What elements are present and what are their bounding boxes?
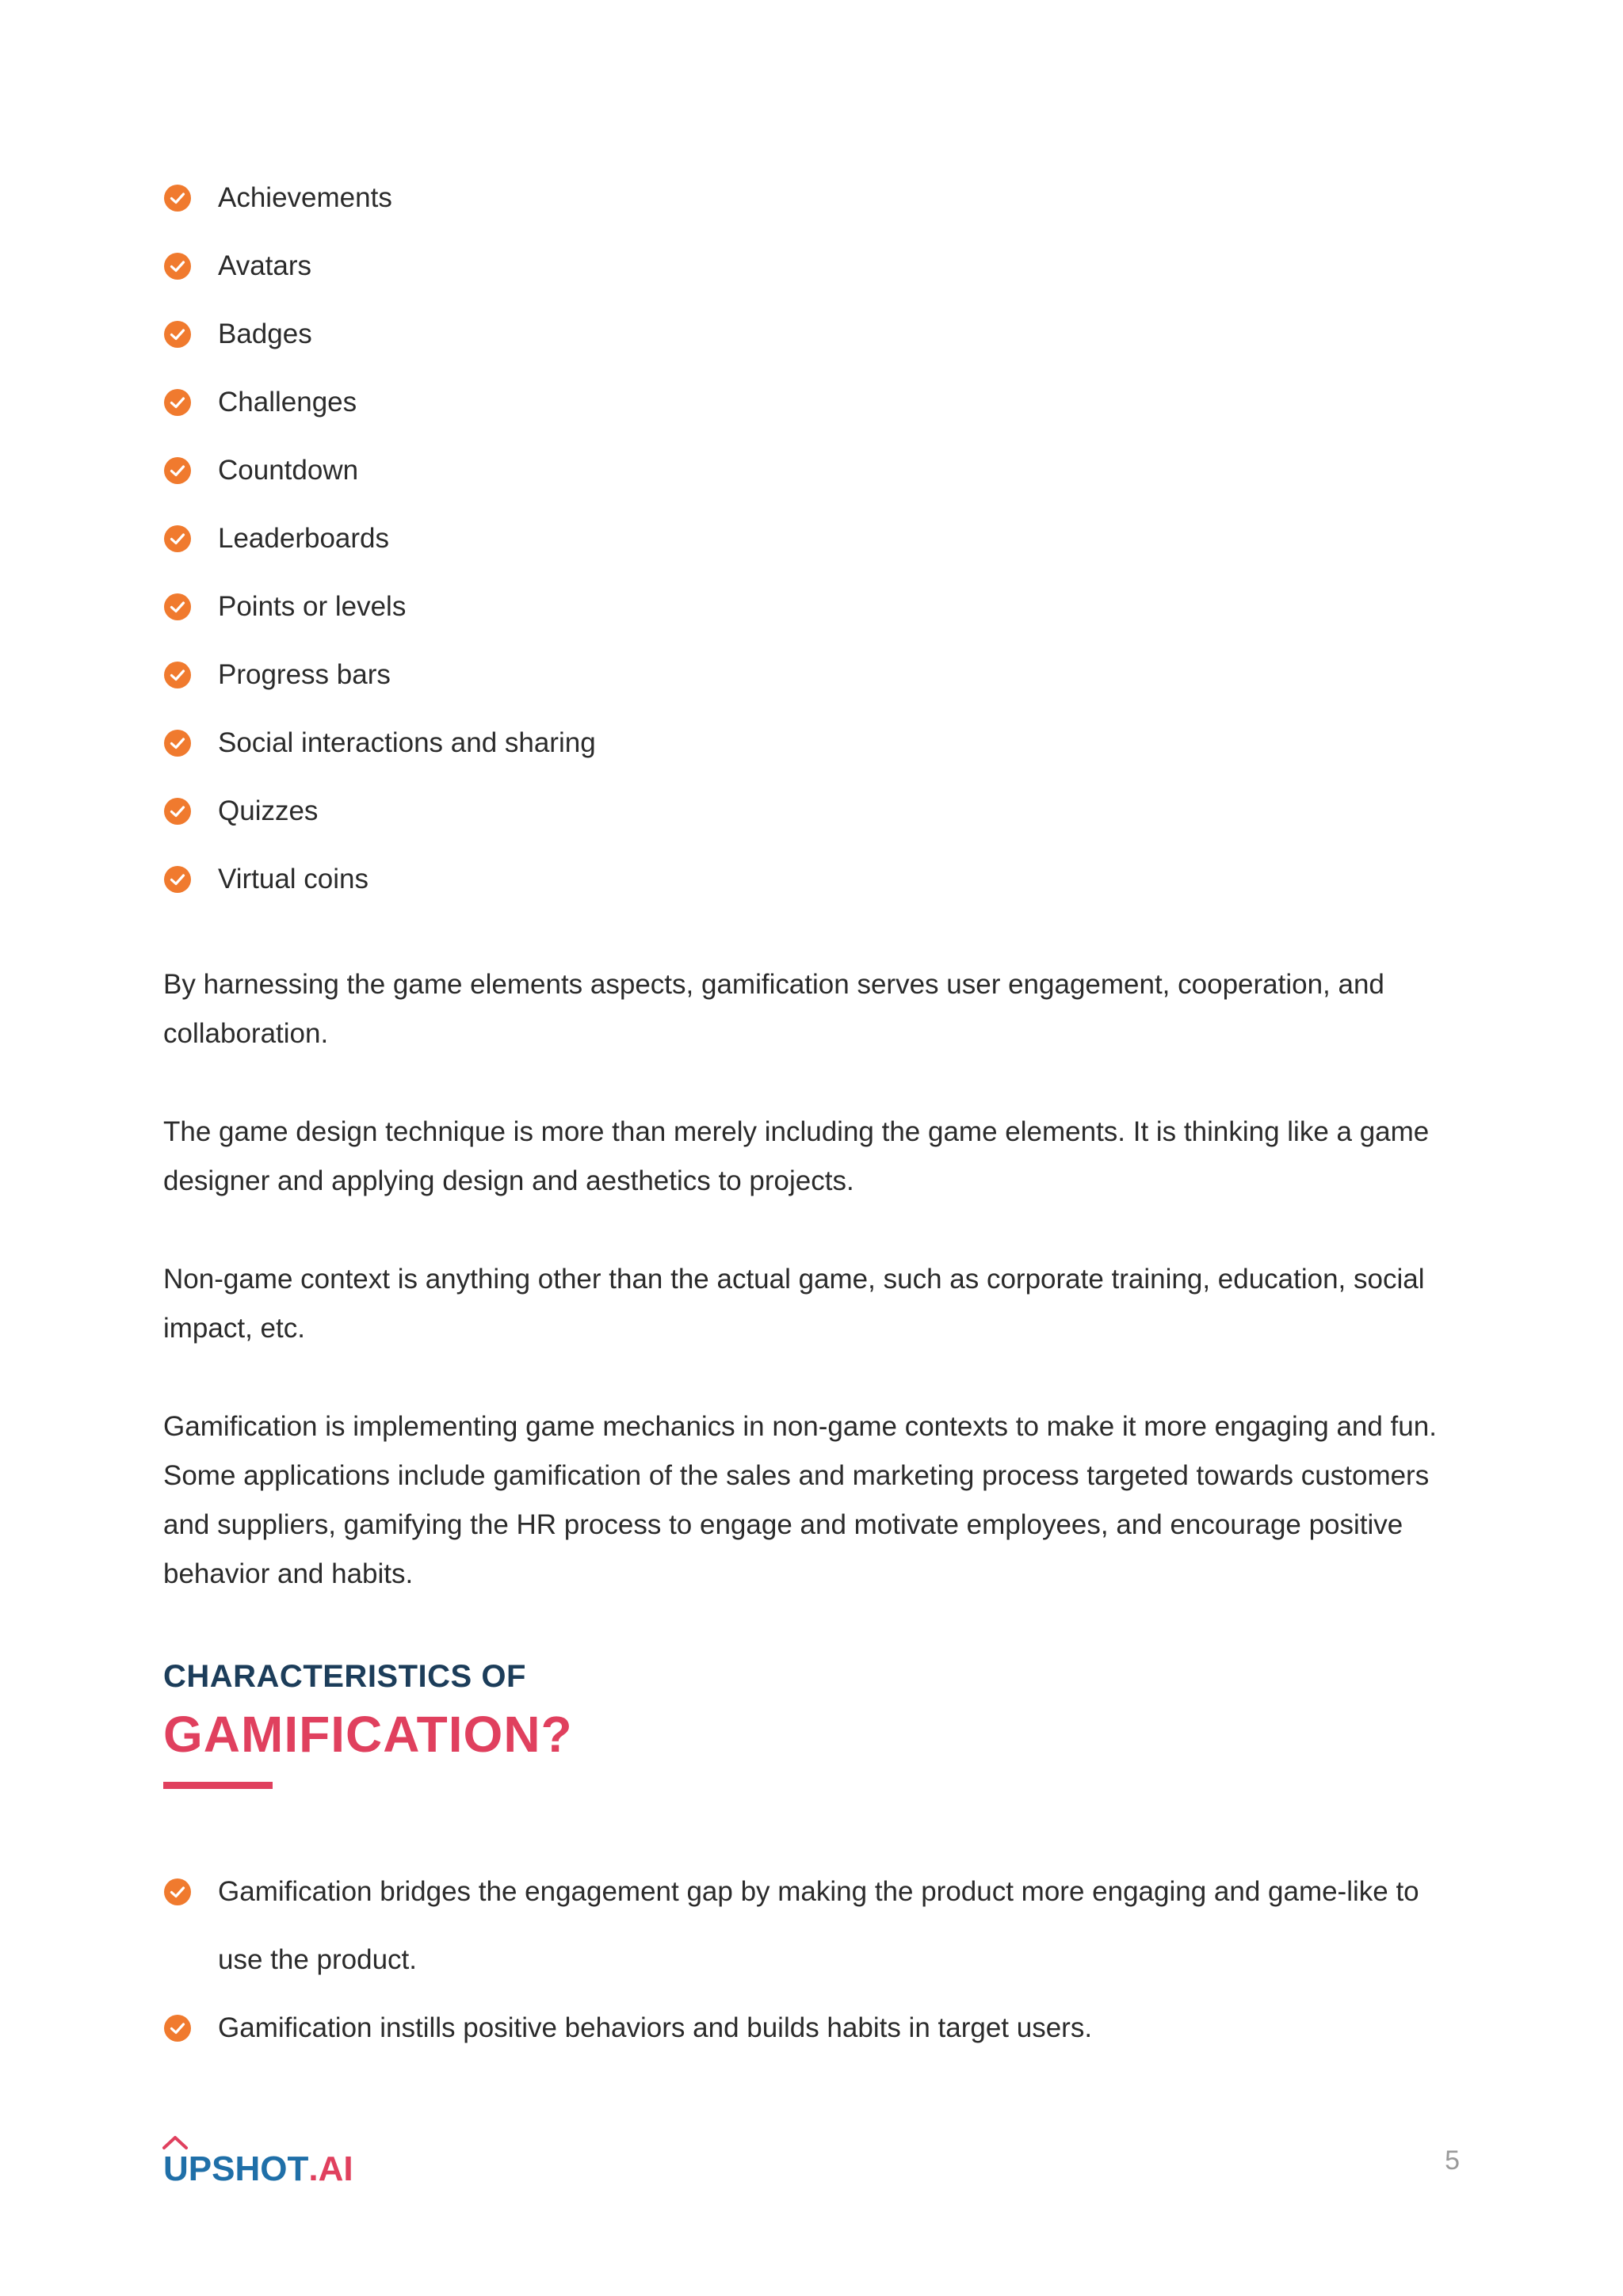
list-item — [163, 180, 596, 215]
check-circle-icon — [163, 2014, 192, 2042]
paragraph-non-game-context: Non-game context is anything other than the actual game, such as corporate training, education, social impact, etc. — [163, 1264, 1425, 1344]
check-circle-icon — [163, 1878, 192, 1906]
list-item-text: Gamification instills positive behaviors and builds habits in target users. — [218, 2012, 1093, 2043]
list-item — [163, 521, 596, 556]
list-item-text: Gamification bridges the engagement gap by making the product more engaging and game-like to use the product. — [218, 1876, 1419, 1975]
check-circle-icon — [163, 456, 192, 485]
list-item-text: Avatars — [218, 250, 312, 281]
logo-text-ai: .AI — [308, 2149, 353, 2188]
check-circle-icon — [163, 865, 192, 894]
list-item-text: Quizzes — [218, 795, 319, 826]
list-item — [163, 384, 596, 420]
upshot-logo — [163, 2141, 353, 2188]
list-item-text: Social interactions and sharing — [218, 727, 596, 758]
check-circle-icon — [163, 661, 192, 689]
check-circle-icon — [163, 184, 192, 212]
game-elements-list — [163, 180, 596, 929]
check-circle-icon — [163, 729, 192, 757]
check-circle-icon — [163, 593, 192, 621]
list-item — [163, 1994, 1463, 2062]
list-item-text: Leaderboards — [218, 523, 389, 554]
list-item — [163, 316, 596, 352]
logo-text-upshot: UPSHOT — [163, 2149, 309, 2188]
list-item — [163, 657, 596, 692]
list-item — [163, 1858, 1463, 1994]
house-roof-icon — [162, 2134, 189, 2150]
paragraph-game-design: The game design technique is more than merely including the game elements. It is thinking like a game designer and applying design and aesthetics to projects. — [163, 1116, 1430, 1196]
list-item-text: Achievements — [218, 182, 392, 213]
list-item — [163, 452, 596, 488]
check-circle-icon — [163, 320, 192, 349]
page-number: 5 — [1445, 2145, 1460, 2176]
list-item — [163, 725, 596, 761]
list-item — [163, 793, 596, 829]
list-item — [163, 248, 596, 284]
list-item-text: Challenges — [218, 387, 357, 418]
paragraph-game-elements: By harnessing the game elements aspects, gamification serves user engagement, cooperation, and collaboration. — [163, 969, 1384, 1049]
section-heading-title: GAMIFICATION? — [163, 1706, 573, 1763]
list-item-text: Badges — [218, 318, 312, 349]
list-item — [163, 861, 596, 897]
list-item — [163, 589, 596, 624]
check-circle-icon — [163, 252, 192, 280]
list-item-text: Countdown — [218, 455, 359, 486]
list-item-text: Progress bars — [218, 659, 391, 690]
list-item-text: Points or levels — [218, 591, 407, 622]
check-circle-icon — [163, 524, 192, 553]
characteristics-list — [163, 1858, 1463, 2062]
check-circle-icon — [163, 797, 192, 826]
section-heading-subtitle: CHARACTERISTICS OF — [163, 1659, 526, 1694]
paragraph-gamification-definition: Gamification is implementing game mechanics in non-game contexts to make it more engaging and fun. Some applications include gamification of the sales and marketing process targeted towards customers and suppliers, gamifying the HR process to engage and motivate employees, and encourage positive behavior and habits. — [163, 1411, 1437, 1589]
check-circle-icon — [163, 388, 192, 417]
heading-underline-divider — [163, 1782, 273, 1789]
list-item-text: Virtual coins — [218, 864, 369, 894]
